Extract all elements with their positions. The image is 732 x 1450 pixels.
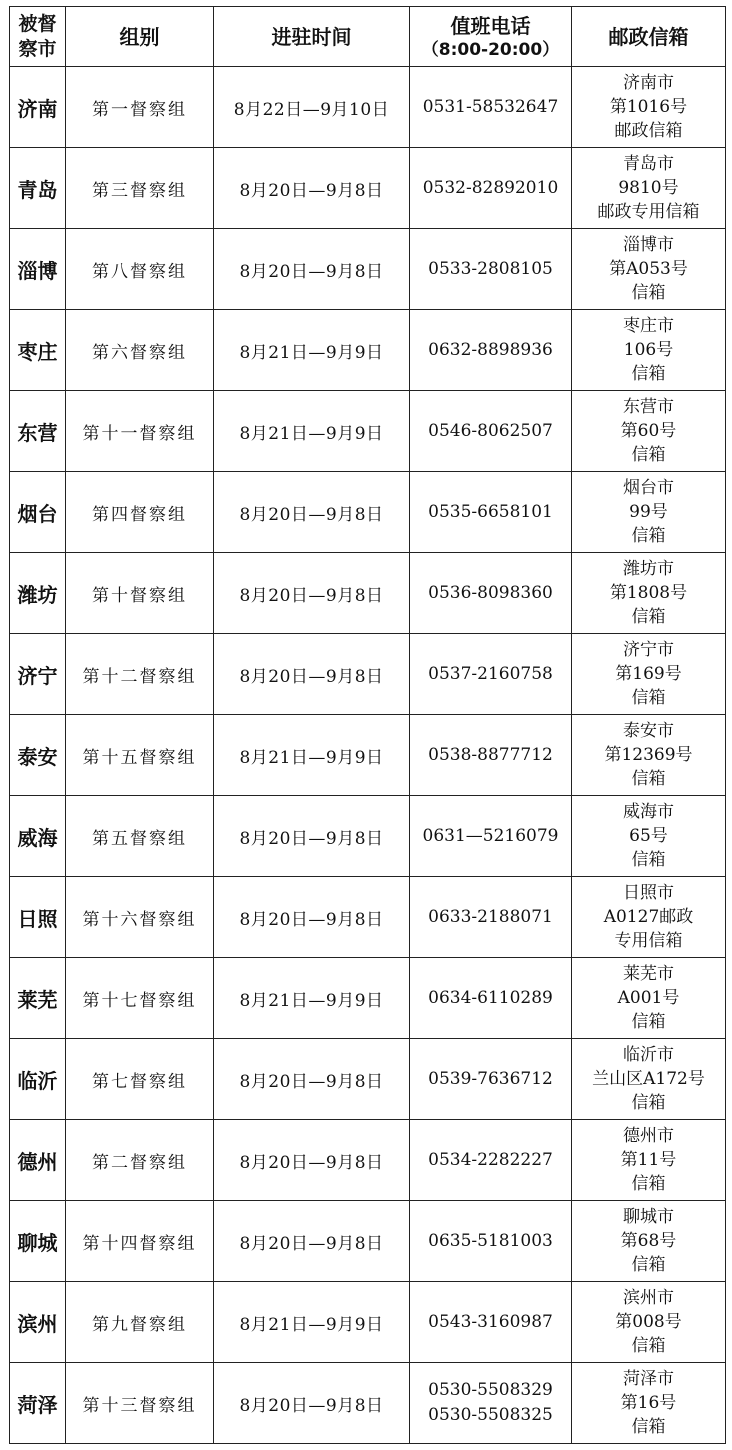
phone-cell bbox=[410, 1363, 572, 1444]
group-cell: 第十三督察组 bbox=[66, 1363, 214, 1444]
city-cell: 东营 bbox=[10, 391, 66, 472]
mailbox-line: 莱芜市 bbox=[623, 964, 674, 984]
mailbox-cell bbox=[572, 1282, 726, 1363]
mailbox-line: 威海市 bbox=[623, 802, 674, 822]
group-cell: 第十二督察组 bbox=[66, 634, 214, 715]
period-cell: 8月20日—9月8日 bbox=[214, 877, 410, 958]
table-row bbox=[10, 715, 726, 796]
city-cell: 日照 bbox=[10, 877, 66, 958]
mailbox-cell bbox=[572, 148, 726, 229]
mailbox-cell bbox=[572, 391, 726, 472]
phone-number: 0532-82892010 bbox=[422, 177, 559, 198]
table-row bbox=[10, 1201, 726, 1282]
mailbox-line: 第12369号 bbox=[604, 745, 693, 765]
group-cell: 第十七督察组 bbox=[66, 958, 214, 1039]
header-phone-hours: （8:00-20:00） bbox=[421, 39, 560, 60]
phone-cell bbox=[410, 472, 572, 553]
city-cell: 济南 bbox=[10, 67, 66, 148]
phone-cell bbox=[410, 877, 572, 958]
mailbox-cell bbox=[572, 1120, 726, 1201]
phone-number: 0546-8062507 bbox=[428, 420, 553, 441]
mailbox-line: 枣庄市 bbox=[623, 316, 674, 336]
phone-cell bbox=[410, 148, 572, 229]
period-cell: 8月21日—9月9日 bbox=[214, 1282, 410, 1363]
header-city: 被督察市 bbox=[10, 7, 66, 67]
mailbox-line: 第11号 bbox=[620, 1150, 677, 1170]
mailbox-line: 65号 bbox=[629, 826, 668, 846]
mailbox-cell bbox=[572, 1363, 726, 1444]
mailbox-line: 菏泽市 bbox=[623, 1369, 674, 1389]
mailbox-cell bbox=[572, 634, 726, 715]
city-cell: 德州 bbox=[10, 1120, 66, 1201]
period-cell: 8月20日—9月8日 bbox=[214, 1039, 410, 1120]
mailbox-line: 信箱 bbox=[631, 1417, 666, 1437]
mailbox-line: 青岛市 bbox=[623, 154, 674, 174]
header-phone-label: 值班电话 bbox=[450, 13, 531, 38]
mailbox-cell bbox=[572, 229, 726, 310]
group-cell: 第十六督察组 bbox=[66, 877, 214, 958]
table-row bbox=[10, 958, 726, 1039]
table-row bbox=[10, 796, 726, 877]
group-cell: 第十四督察组 bbox=[66, 1201, 214, 1282]
phone-cell bbox=[410, 310, 572, 391]
period-cell: 8月20日—9月8日 bbox=[214, 472, 410, 553]
mailbox-line: A0127邮政 bbox=[603, 907, 694, 927]
phone-cell bbox=[410, 391, 572, 472]
city-cell: 泰安 bbox=[10, 715, 66, 796]
table-row bbox=[10, 391, 726, 472]
period-cell: 8月20日—9月8日 bbox=[214, 796, 410, 877]
mailbox-cell bbox=[572, 715, 726, 796]
table-row bbox=[10, 553, 726, 634]
mailbox-cell bbox=[572, 67, 726, 148]
table-row bbox=[10, 67, 726, 148]
mailbox-line: 临沂市 bbox=[623, 1045, 674, 1065]
phone-number: 0539-7636712 bbox=[428, 1068, 553, 1089]
table-row bbox=[10, 1120, 726, 1201]
table-body bbox=[10, 67, 726, 1444]
city-cell: 滨州 bbox=[10, 1282, 66, 1363]
inspection-table bbox=[9, 6, 726, 1444]
group-cell: 第七督察组 bbox=[66, 1039, 214, 1120]
mailbox-line: 信箱 bbox=[631, 445, 666, 465]
phone-cell bbox=[410, 958, 572, 1039]
mailbox-line: 第60号 bbox=[620, 421, 677, 441]
mailbox-line: 潍坊市 bbox=[623, 559, 674, 579]
phone-number: 0530-5508325 bbox=[428, 1405, 553, 1425]
phone-number: 0534-2282227 bbox=[428, 1149, 553, 1170]
phone-cell bbox=[410, 229, 572, 310]
group-cell: 第十一督察组 bbox=[66, 391, 214, 472]
period-cell: 8月20日—9月8日 bbox=[214, 634, 410, 715]
mailbox-line: 第68号 bbox=[620, 1231, 677, 1251]
city-cell: 济宁 bbox=[10, 634, 66, 715]
phone-cell bbox=[410, 634, 572, 715]
city-cell: 烟台 bbox=[10, 472, 66, 553]
phone-number: 0536-8098360 bbox=[428, 582, 553, 603]
mailbox-cell bbox=[572, 472, 726, 553]
phone-number: 0537-2160758 bbox=[428, 663, 553, 684]
city-cell: 淄博 bbox=[10, 229, 66, 310]
phone-number: 0543-3160987 bbox=[428, 1311, 553, 1332]
phone-cell bbox=[410, 796, 572, 877]
phone-number: 0632-8898936 bbox=[428, 339, 553, 360]
mailbox-line: 第16号 bbox=[620, 1393, 677, 1413]
table-row bbox=[10, 472, 726, 553]
inspection-schedule bbox=[9, 6, 725, 1444]
mailbox-line: 信箱 bbox=[631, 1255, 666, 1275]
mailbox-line: 9810号 bbox=[618, 178, 679, 198]
mailbox-line: 第1808号 bbox=[609, 583, 688, 603]
phone-cell bbox=[410, 67, 572, 148]
mailbox-line: 第A053号 bbox=[609, 259, 688, 279]
header-phone bbox=[410, 7, 572, 67]
table-row bbox=[10, 148, 726, 229]
mailbox-line: 信箱 bbox=[631, 364, 666, 384]
mailbox-line: 济南市 bbox=[623, 73, 674, 93]
period-cell: 8月20日—9月8日 bbox=[214, 1363, 410, 1444]
mailbox-line: A001号 bbox=[617, 988, 680, 1008]
table-row bbox=[10, 310, 726, 391]
table-row bbox=[10, 1282, 726, 1363]
mailbox-line: 东营市 bbox=[623, 397, 674, 417]
mailbox-line: 第169号 bbox=[615, 664, 682, 684]
table-row bbox=[10, 229, 726, 310]
phone-cell bbox=[410, 1201, 572, 1282]
mailbox-line: 滨州市 bbox=[623, 1288, 674, 1308]
phone-number: 0533-2808105 bbox=[428, 258, 553, 279]
period-cell: 8月20日—9月8日 bbox=[214, 229, 410, 310]
table-row bbox=[10, 877, 726, 958]
mailbox-line: 99号 bbox=[629, 502, 668, 522]
city-cell: 潍坊 bbox=[10, 553, 66, 634]
period-cell: 8月20日—9月8日 bbox=[214, 1120, 410, 1201]
group-cell: 第六督察组 bbox=[66, 310, 214, 391]
city-cell: 莱芜 bbox=[10, 958, 66, 1039]
period-cell: 8月21日—9月9日 bbox=[214, 391, 410, 472]
mailbox-line: 信箱 bbox=[631, 526, 666, 546]
phone-number: 0635-5181003 bbox=[428, 1230, 553, 1251]
phone-cell bbox=[410, 553, 572, 634]
mailbox-line: 信箱 bbox=[631, 1012, 666, 1032]
mailbox-line: 信箱 bbox=[631, 1336, 666, 1356]
mailbox-line: 淄博市 bbox=[623, 235, 674, 255]
period-cell: 8月21日—9月9日 bbox=[214, 958, 410, 1039]
mailbox-line: 信箱 bbox=[631, 1093, 666, 1113]
period-cell: 8月20日—9月8日 bbox=[214, 1201, 410, 1282]
phone-number: 0634-6110289 bbox=[428, 987, 553, 1008]
mailbox-line: 信箱 bbox=[631, 1174, 666, 1194]
group-cell: 第十督察组 bbox=[66, 553, 214, 634]
city-cell: 聊城 bbox=[10, 1201, 66, 1282]
mailbox-cell bbox=[572, 1201, 726, 1282]
group-cell: 第八督察组 bbox=[66, 229, 214, 310]
group-cell: 第五督察组 bbox=[66, 796, 214, 877]
period-cell: 8月20日—9月8日 bbox=[214, 148, 410, 229]
period-cell: 8月22日—9月10日 bbox=[214, 67, 410, 148]
mailbox-line: 信箱 bbox=[631, 688, 666, 708]
mailbox-cell bbox=[572, 877, 726, 958]
phone-number: 0531-58532647 bbox=[422, 96, 559, 117]
table-row bbox=[10, 634, 726, 715]
header-group: 组别 bbox=[66, 7, 214, 67]
header-period: 进驻时间 bbox=[214, 7, 410, 67]
mailbox-line: 信箱 bbox=[631, 607, 666, 627]
mailbox-line: 聊城市 bbox=[623, 1207, 674, 1227]
mailbox-line: 泰安市 bbox=[623, 721, 674, 741]
group-cell: 第二督察组 bbox=[66, 1120, 214, 1201]
phone-number: 0535-6658101 bbox=[428, 501, 553, 522]
phone-number: 0631—5216079 bbox=[422, 825, 559, 846]
mailbox-line: 邮政专用信箱 bbox=[597, 202, 700, 222]
mailbox-line: 济宁市 bbox=[623, 640, 674, 660]
mailbox-line: 第008号 bbox=[615, 1312, 682, 1332]
mailbox-cell bbox=[572, 310, 726, 391]
header-mailbox: 邮政信箱 bbox=[572, 7, 726, 67]
mailbox-line: 信箱 bbox=[631, 283, 666, 303]
table-row bbox=[10, 1039, 726, 1120]
phone-number: 0530-5508329 bbox=[428, 1380, 553, 1400]
period-cell: 8月21日—9月9日 bbox=[214, 310, 410, 391]
mailbox-line: 106号 bbox=[623, 340, 674, 360]
period-cell: 8月21日—9月9日 bbox=[214, 715, 410, 796]
mailbox-line: 信箱 bbox=[631, 769, 666, 789]
mailbox-line: 邮政信箱 bbox=[614, 121, 683, 141]
mailbox-line: 信箱 bbox=[631, 850, 666, 870]
mailbox-line: 兰山区A172号 bbox=[592, 1069, 705, 1089]
group-cell: 第九督察组 bbox=[66, 1282, 214, 1363]
city-cell: 菏泽 bbox=[10, 1363, 66, 1444]
group-cell: 第十五督察组 bbox=[66, 715, 214, 796]
city-cell: 枣庄 bbox=[10, 310, 66, 391]
phone-cell bbox=[410, 715, 572, 796]
mailbox-line: 第1016号 bbox=[609, 97, 688, 117]
table-header-row bbox=[10, 7, 726, 67]
mailbox-line: 烟台市 bbox=[623, 478, 674, 498]
table-row bbox=[10, 1363, 726, 1444]
mailbox-line: 日照市 bbox=[623, 883, 674, 903]
group-cell: 第一督察组 bbox=[66, 67, 214, 148]
mailbox-cell bbox=[572, 958, 726, 1039]
mailbox-cell bbox=[572, 1039, 726, 1120]
group-cell: 第四督察组 bbox=[66, 472, 214, 553]
phone-cell bbox=[410, 1039, 572, 1120]
city-cell: 青岛 bbox=[10, 148, 66, 229]
phone-number: 0633-2188071 bbox=[428, 906, 553, 927]
phone-cell bbox=[410, 1120, 572, 1201]
mailbox-line: 德州市 bbox=[623, 1126, 674, 1146]
city-cell: 威海 bbox=[10, 796, 66, 877]
mailbox-line: 专用信箱 bbox=[614, 931, 683, 951]
phone-number: 0538-8877712 bbox=[428, 744, 553, 765]
mailbox-cell bbox=[572, 796, 726, 877]
phone-cell bbox=[410, 1282, 572, 1363]
mailbox-cell bbox=[572, 553, 726, 634]
group-cell: 第三督察组 bbox=[66, 148, 214, 229]
city-cell: 临沂 bbox=[10, 1039, 66, 1120]
period-cell: 8月20日—9月8日 bbox=[214, 553, 410, 634]
